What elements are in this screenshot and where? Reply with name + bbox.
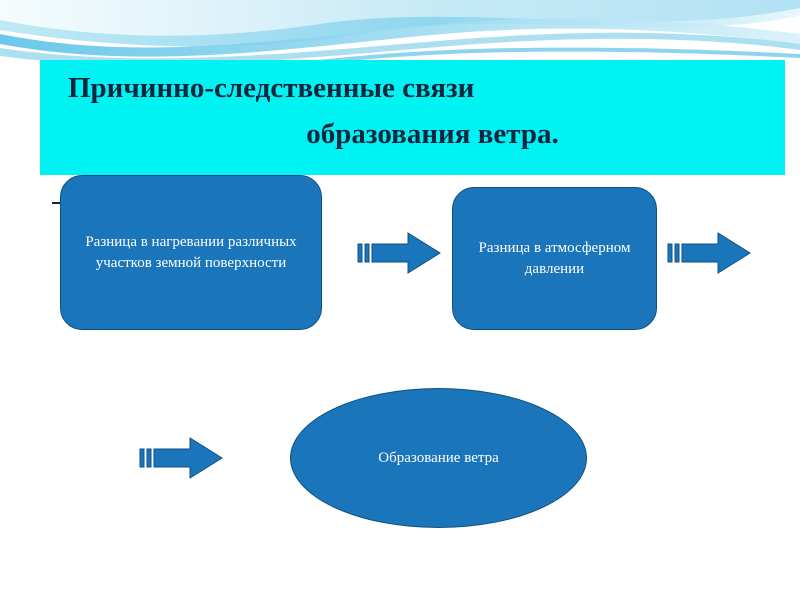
title-banner	[40, 60, 785, 175]
diagram-node-wind: Образование ветра	[290, 388, 587, 528]
page-title-line-2: образования ветра.	[306, 118, 559, 151]
diagram-node-pressure: Разница в атмосферном давлении	[452, 187, 657, 330]
arrow-right-icon-2	[666, 227, 752, 279]
diagram-node-heating: Разница в нагревании различных участков земной поверхности	[60, 175, 322, 330]
arrow-right-icon-1	[356, 227, 442, 279]
arrow-right-icon-3	[138, 432, 224, 484]
page-title-line-1: Причинно-следственные связи	[68, 72, 475, 104]
